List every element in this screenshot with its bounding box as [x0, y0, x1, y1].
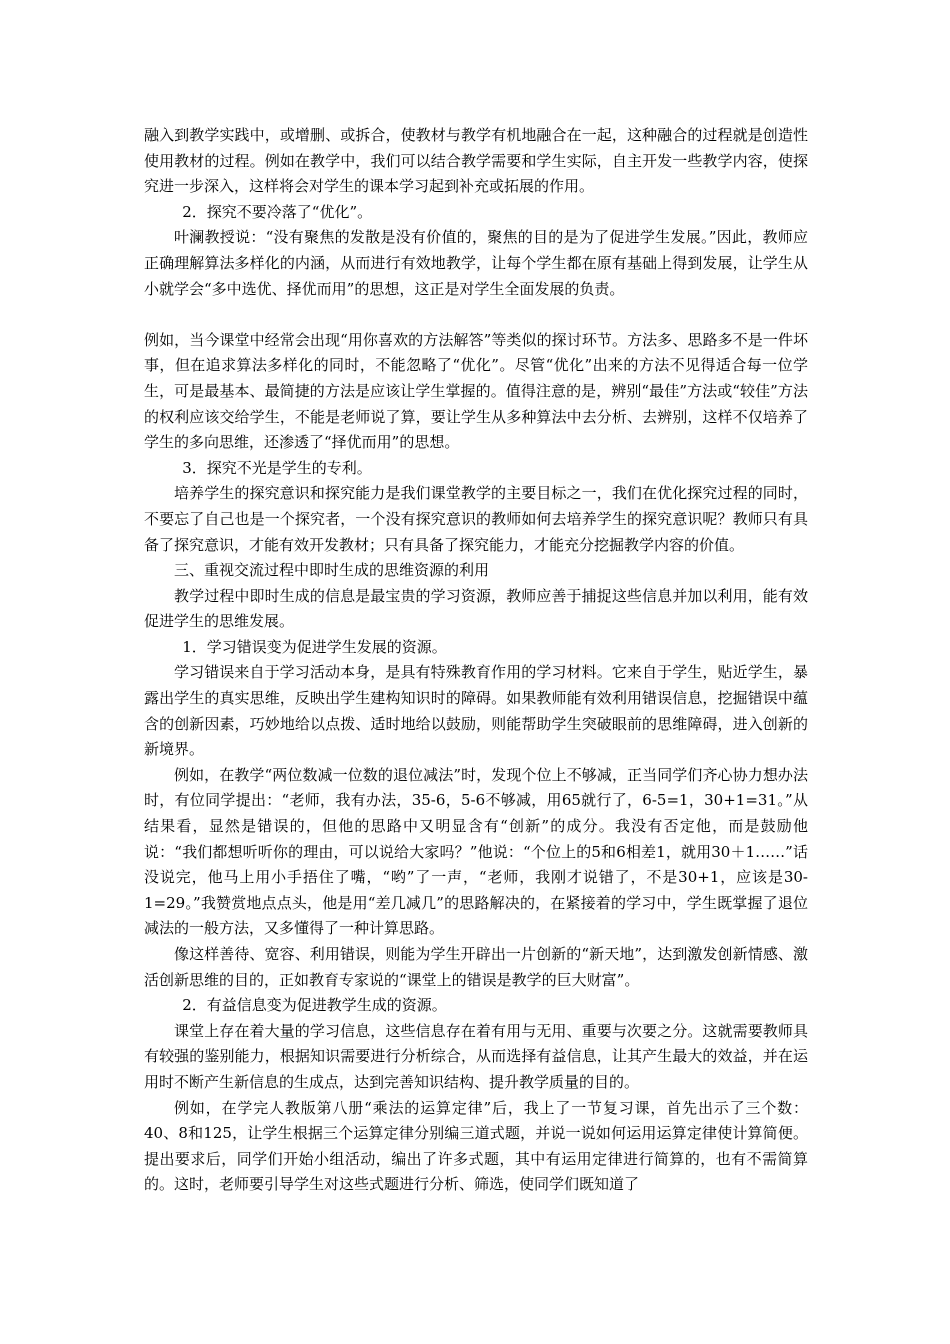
blank-line [144, 302, 808, 328]
document-page [144, 123, 808, 1198]
subheading-3: 3．探究不光是学生的专利。 [182, 458, 372, 477]
subheading-1: 1．学习错误变为促进学生发展的资源。 [182, 637, 447, 656]
paragraph: 例如，在教学“两位数减一位数的退位减法”时，发现个位上不够减，正当同学们齐心协力想办法时，有位同学提出：“老师，我有办法，35-6，5-6不够减，用65就行了，6-5=1，30+1=31。”从结果看，显然是错误的，但他的思路中又明显含有“创新”的成分。我没有否定他，而是鼓励他说：“我们都想听听你的理由，可以说给大家吗？”他说：“个位上的5和6相差1，就用30＋1……”话没说完，他马上用小手捂住了嘴，“哟”了一声，“老师，我刚才说错了，不是30+1，应该是30-1=29。”我赞赏地点点头，他是用“差几减几”的思路解决的，在紧接着的学习中，学生既掌握了退位减法的一般方法，又多懂得了一种计算思路。 [144, 765, 808, 938]
paragraph: 例如，在学完人教版第八册“乘法的运算定律”后，我上了一节复习课，首先出示了三个数：40、8和125，让学生根据三个运算定律分别编三道式题，并说一说如何运用运算定律使计算简便。提出要求后，同学们开始小组活动，编出了许多式题，其中有运用定律进行简算的，也有不需简算的。这时，老师要引导学生对这些式题进行分析、筛选，使同学们既知道了 [144, 1098, 808, 1194]
paragraph: 教学过程中即时生成的信息是最宝贵的学习资源，教师应善于捕捉这些信息并加以利用，能有效促进学生的思维发展。 [144, 586, 808, 631]
paragraph: 例如，当今课堂中经常会出现“用你喜欢的方法解答”等类似的探讨环节。方法多、思路多不是一件坏事，但在追求算法多样化的同时，不能忽略了“优化”。尽管“优化”出来的方法不见得适合每一位学生，可是最基本、最简捷的方法是应该让学生掌握的。值得注意的是，辨别“最佳”方法或“较佳”方法的权利应该交给学生，不能是老师说了算，要让学生从多种算法中去分析、去辨别，这样不仅培养了学生的多向思维，还渗透了“择优而用”的思想。 [144, 330, 808, 452]
subheading-2b: 2．有益信息变为促进教学生成的资源。 [182, 996, 447, 1015]
paragraph-continuation: 融入到教学实践中，或增删、或拆合，使教材与教学有机地融合在一起，这种融合的过程就是创造性使用教材的过程。例如在教学中，我们可以结合教学需要和学生实际，自主开发一些教学内容，使探究进一步深入，这样将会对学生的课本学习起到补充或拓展的作用。 [144, 126, 808, 196]
paragraph: 叶澜教授说：“没有聚焦的发散是没有价值的，聚焦的目的是为了促进学生发展。”因此，教师应正确理解算法多样化的内涵，从而进行有效地教学，让每个学生都在原有基础上得到发展，让学生从小就学会“多中选优、择优而用”的思想，这正是对学生全面发展的负责。 [144, 228, 808, 298]
subheading-2: 2．探究不要冷落了“优化”。 [182, 202, 373, 221]
paragraph: 像这样善待、宽容、利用错误，则能为学生开辟出一片创新的“新天地”，达到激发创新情感、激活创新思维的目的，正如教育专家说的“课堂上的错误是教学的巨大财富”。 [144, 945, 808, 989]
paragraph: 课堂上存在着大量的学习信息，这些信息存在着有用与无用、重要与次要之分。这就需要教师具有较强的鉴别能力，根据知识需要进行分析综合，从而选择有益信息，让其产生最大的效益，并在运用时不断产生新信息的生成点，达到完善知识结构、提升教学质量的目的。 [144, 1021, 808, 1091]
section-heading-3: 三、重视交流过程中即时生成的思维资源的利用 [174, 561, 490, 580]
paragraph: 培养学生的探究意识和探究能力是我们课堂教学的主要目标之一，我们在优化探究过程的同时，不要忘了自己也是一个探究者，一个没有探究意识的教师如何去培养学生的探究意识呢？教师只有具备了探究意识，才能有效开发教材；只有具备了探究能力，才能充分挖掘教学内容的价值。 [144, 484, 808, 554]
paragraph: 学习错误来自于学习活动本身，是具有特殊教育作用的学习材料。它来自于学生，贴近学生，暴露出学生的真实思维，反映出学生建构知识时的障碍。如果教师能有效利用错误信息，挖掘错误中蕴含的创新因素，巧妙地给以点拨、适时地给以鼓励，则能帮助学生突破眼前的思维障碍，进入创新的新境界。 [144, 663, 808, 759]
